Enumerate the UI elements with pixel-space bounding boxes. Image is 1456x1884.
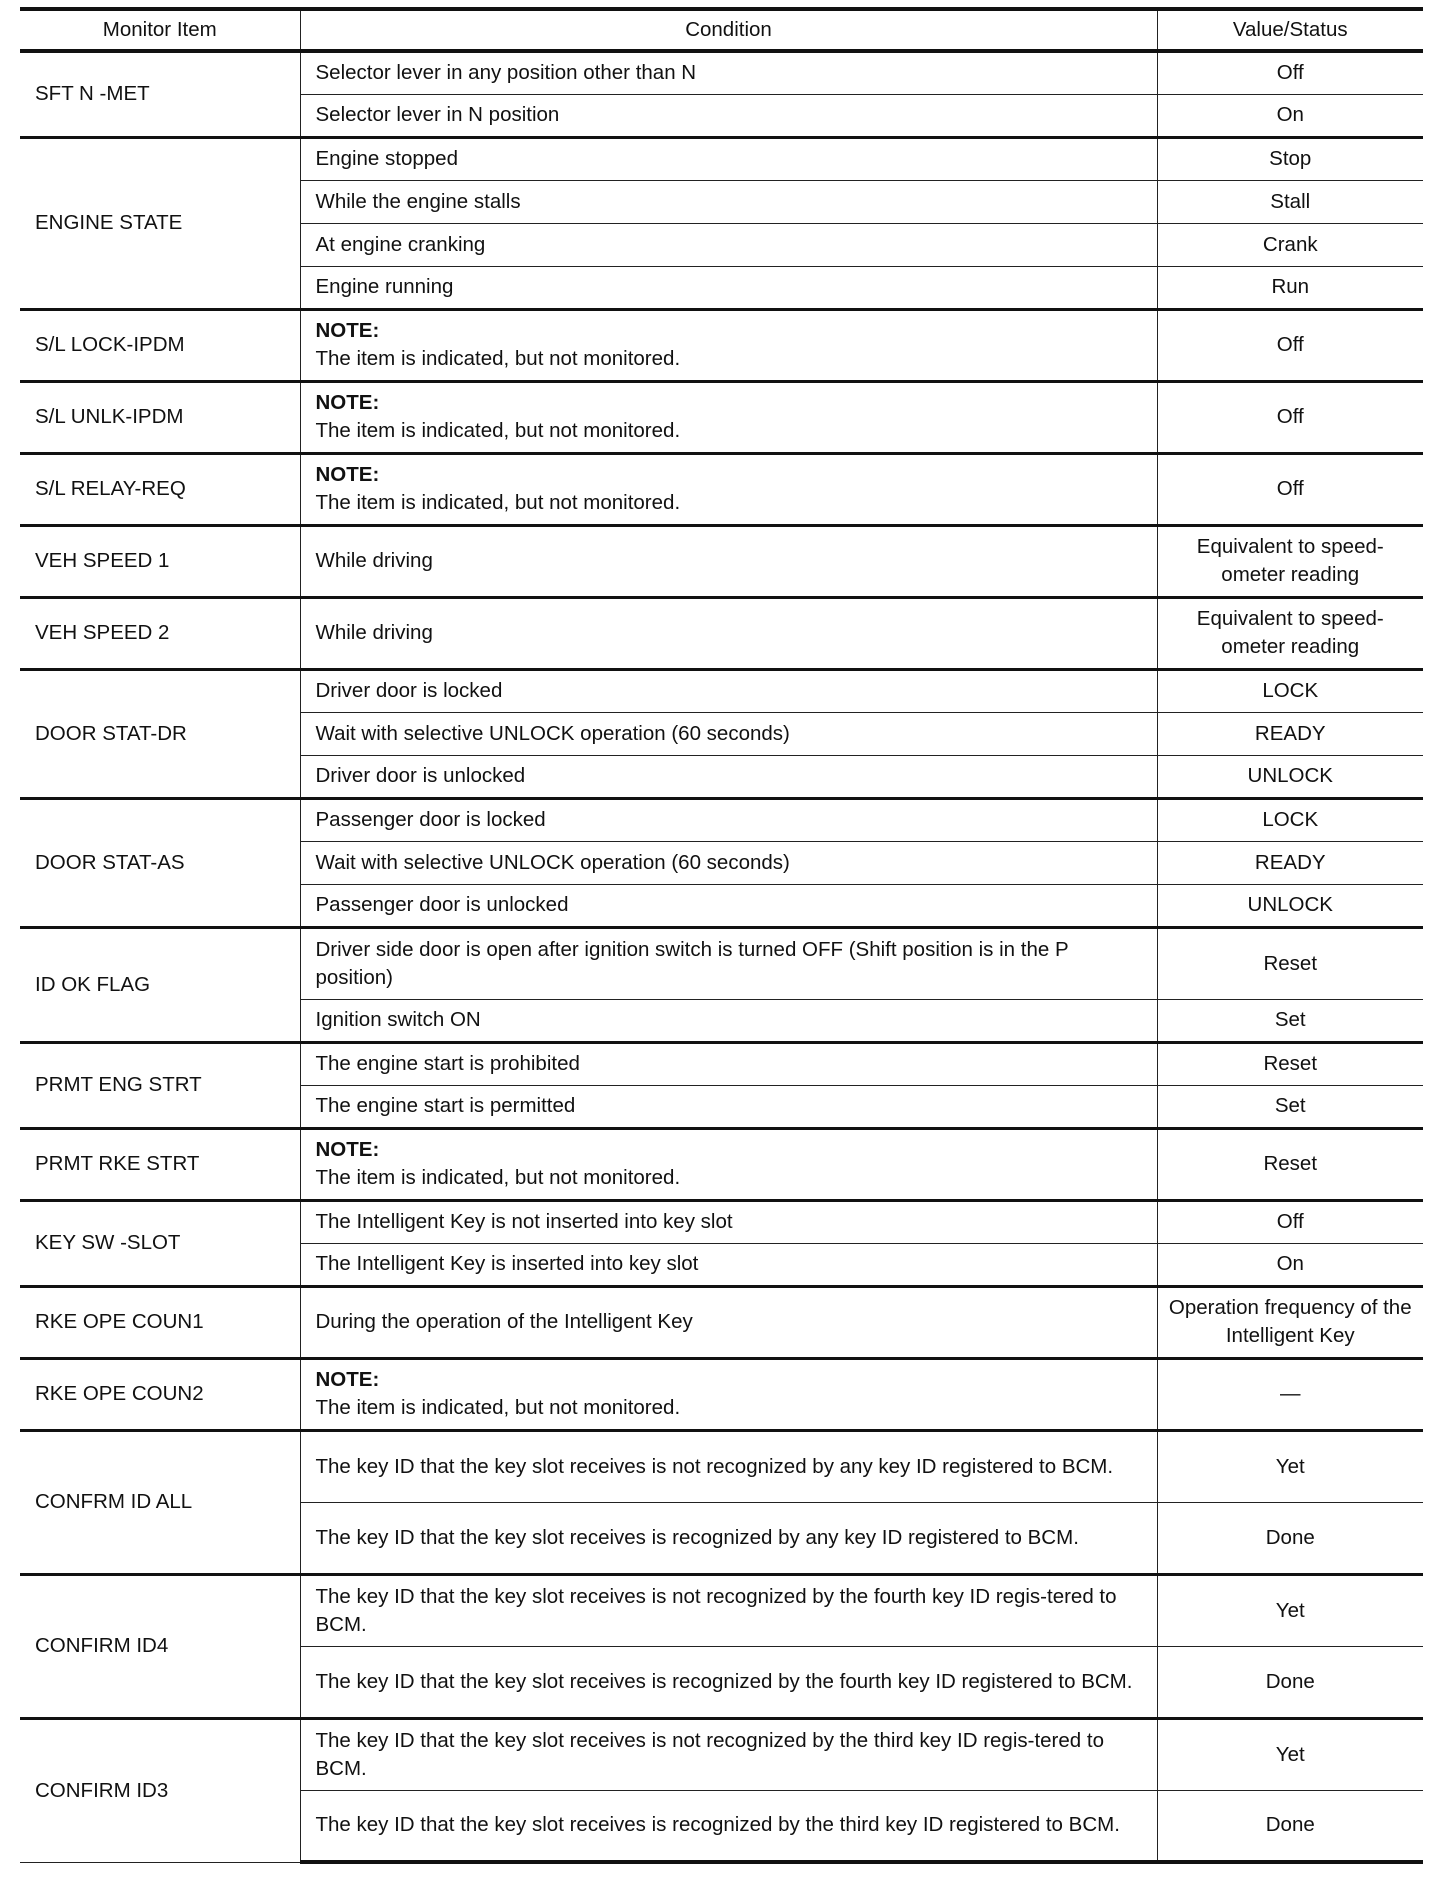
condition-text: Ignition switch ON: [315, 1008, 481, 1031]
condition-text: The engine start is prohibited: [315, 1052, 580, 1075]
table-row: [20, 309, 1423, 381]
monitor-item: VEH SPEED 2: [20, 597, 300, 669]
header-row: [20, 9, 1423, 51]
condition-text: While driving: [315, 549, 433, 572]
condition-cell: [300, 1042, 1157, 1085]
table-row: [20, 798, 1423, 841]
condition-cell: [300, 51, 1157, 94]
condition-text: The engine start is permitted: [315, 1094, 576, 1117]
condition-text: Selector lever in any position other than N: [315, 61, 697, 85]
table-row: [20, 1430, 1423, 1502]
value-status: Off: [1157, 1200, 1423, 1243]
value-status: Done: [1157, 1646, 1423, 1718]
condition-cell: [300, 137, 1157, 180]
table-row: [20, 1042, 1423, 1085]
table-row: [20, 1200, 1423, 1243]
condition-text: The key ID that the key slot receives is recognized by any key ID registered to BCM.: [315, 1525, 1079, 1549]
condition-text: The Intelligent Key is not inserted into key slot: [315, 1210, 733, 1233]
value-status: On: [1157, 1243, 1423, 1286]
condition-cell: [300, 798, 1157, 841]
monitor-item: VEH SPEED 1: [20, 525, 300, 597]
condition-text: The Intelligent Key is inserted into key slot: [315, 1252, 699, 1275]
note-label: NOTE:: [315, 391, 380, 414]
condition-cell: [300, 309, 1157, 381]
monitor-item: PRMT ENG STRT: [20, 1042, 300, 1128]
monitor-item: CONFIRM ID4: [20, 1574, 300, 1718]
condition-cell: [300, 180, 1157, 223]
value-status: Off: [1157, 381, 1423, 453]
condition-cell: [300, 1286, 1157, 1358]
condition-cell: [300, 1200, 1157, 1243]
condition-cell: [300, 669, 1157, 712]
value-status: Stall: [1157, 180, 1423, 223]
monitor-item: ENGINE STATE: [20, 137, 300, 309]
table-row: [20, 927, 1423, 999]
condition-cell: [300, 999, 1157, 1042]
monitor-item: KEY SW -SLOT: [20, 1200, 300, 1286]
value-status: UNLOCK: [1157, 884, 1423, 927]
condition-cell: [300, 841, 1157, 884]
note-label: NOTE:: [315, 319, 380, 342]
condition-cell: [300, 266, 1157, 309]
condition-text: The key ID that the key slot receives is recognized by the fourth key ID registered to BCM.: [315, 1669, 1133, 1693]
condition-cell: [300, 1243, 1157, 1286]
condition-text: The key ID that the key slot receives is recognized by the third key ID registered to BCM.: [315, 1813, 1120, 1837]
table-row: [20, 1286, 1423, 1358]
condition-text: The key ID that the key slot receives is not recognized by any key ID registered to BCM.: [315, 1454, 1114, 1478]
condition-cell: [300, 1128, 1157, 1200]
value-status: Crank: [1157, 223, 1423, 266]
condition-cell: [300, 884, 1157, 927]
value-status: Yet: [1157, 1430, 1423, 1502]
condition-text: The item is indicated, but not monitored.: [315, 1396, 681, 1419]
condition-text: Wait with selective UNLOCK operation (60 seconds): [315, 721, 790, 745]
condition-text: Driver side door is open after ignition switch is turned OFF (Shift position is in the P position): [315, 937, 1069, 989]
condition-text: Engine running: [315, 275, 454, 298]
value-status: READY: [1157, 712, 1423, 755]
value-status: Stop: [1157, 137, 1423, 180]
header-value-status: Value/Status: [1157, 9, 1423, 51]
condition-cell: [300, 525, 1157, 597]
value-status: Off: [1157, 51, 1423, 94]
condition-text: Selector lever in N position: [315, 103, 560, 126]
condition-cell: [300, 1718, 1157, 1790]
condition-cell: [300, 381, 1157, 453]
condition-cell: [300, 712, 1157, 755]
value-status: —: [1157, 1358, 1423, 1430]
table-row: [20, 525, 1423, 597]
condition-text: The item is indicated, but not monitored.: [315, 419, 681, 442]
condition-cell: [300, 453, 1157, 525]
condition-text: During the operation of the Intelligent Key: [315, 1310, 693, 1333]
monitor-item: RKE OPE COUN2: [20, 1358, 300, 1430]
condition-text: Passenger door is unlocked: [315, 893, 569, 916]
table-row: [20, 381, 1423, 453]
table-row: [20, 1358, 1423, 1430]
condition-text: The key ID that the key slot receives is not recognized by the fourth key ID regis-tered to BCM.: [315, 1584, 1117, 1636]
value-status: Off: [1157, 453, 1423, 525]
condition-text: The item is indicated, but not monitored.: [315, 347, 681, 370]
value-status: Reset: [1157, 1128, 1423, 1200]
value-status: Run: [1157, 266, 1423, 309]
table-row: [20, 597, 1423, 669]
condition-cell: [300, 1502, 1157, 1574]
condition-text: While driving: [315, 621, 433, 644]
condition-text: Wait with selective UNLOCK operation (60 seconds): [315, 850, 790, 874]
condition-cell: [300, 755, 1157, 798]
value-status: Set: [1157, 1085, 1423, 1128]
note-label: NOTE:: [315, 463, 380, 486]
table-row: [20, 1128, 1423, 1200]
header-monitor-item: Monitor Item: [20, 9, 300, 51]
value-status: Set: [1157, 999, 1423, 1042]
value-status: READY: [1157, 841, 1423, 884]
monitor-item: DOOR STAT-AS: [20, 798, 300, 927]
monitor-item: S/L LOCK-IPDM: [20, 309, 300, 381]
monitor-item: S/L UNLK-IPDM: [20, 381, 300, 453]
monitor-item: S/L RELAY-REQ: [20, 453, 300, 525]
table-row: [20, 453, 1423, 525]
condition-cell: [300, 1430, 1157, 1502]
monitor-item: CONFIRM ID3: [20, 1718, 300, 1862]
monitor-item: PRMT RKE STRT: [20, 1128, 300, 1200]
condition-cell: [300, 1358, 1157, 1430]
value-status: Off: [1157, 309, 1423, 381]
value-status: Done: [1157, 1502, 1423, 1574]
condition-cell: [300, 223, 1157, 266]
condition-text: The item is indicated, but not monitored.: [315, 1166, 681, 1189]
monitor-item: SFT N -MET: [20, 51, 300, 137]
value-status: Reset: [1157, 927, 1423, 999]
monitor-item: ID OK FLAG: [20, 927, 300, 1042]
condition-cell: [300, 927, 1157, 999]
value-status: On: [1157, 94, 1423, 137]
header-condition: Condition: [300, 9, 1157, 51]
value-status: Equivalent to speed-ometer reading: [1157, 597, 1423, 669]
value-status: LOCK: [1157, 798, 1423, 841]
table-row: [20, 1718, 1423, 1790]
condition-text: Engine stopped: [315, 147, 458, 170]
condition-text: Driver door is unlocked: [315, 764, 526, 787]
value-status: Done: [1157, 1790, 1423, 1862]
value-status: Operation frequency of the Intelligent Key: [1157, 1286, 1423, 1358]
table-row: [20, 137, 1423, 180]
condition-text: While the engine stalls: [315, 189, 521, 213]
value-status: LOCK: [1157, 669, 1423, 712]
note-label: NOTE:: [315, 1368, 380, 1391]
table-row: [20, 51, 1423, 94]
monitor-item: RKE OPE COUN1: [20, 1286, 300, 1358]
condition-text: The item is indicated, but not monitored.: [315, 491, 681, 514]
condition-text: Passenger door is locked: [315, 808, 546, 831]
monitor-item: DOOR STAT-DR: [20, 669, 300, 798]
table-row: [20, 669, 1423, 712]
condition-cell: [300, 597, 1157, 669]
condition-cell: [300, 1085, 1157, 1128]
condition-text: At engine cranking: [315, 232, 486, 256]
monitor-item-table: [20, 7, 1423, 1864]
condition-cell: [300, 94, 1157, 137]
table-body: [20, 51, 1423, 1862]
value-status: UNLOCK: [1157, 755, 1423, 798]
condition-text: The key ID that the key slot receives is not recognized by the third key ID regis-tered to BCM.: [315, 1728, 1104, 1780]
note-label: NOTE:: [315, 1138, 380, 1161]
table-row: [20, 1574, 1423, 1646]
monitor-item: CONFRM ID ALL: [20, 1430, 300, 1574]
condition-cell: [300, 1790, 1157, 1862]
value-status: Equivalent to speed-ometer reading: [1157, 525, 1423, 597]
condition-text: Driver door is locked: [315, 679, 503, 702]
condition-cell: [300, 1646, 1157, 1718]
value-status: Yet: [1157, 1574, 1423, 1646]
condition-cell: [300, 1574, 1157, 1646]
value-status: Reset: [1157, 1042, 1423, 1085]
value-status: Yet: [1157, 1718, 1423, 1790]
